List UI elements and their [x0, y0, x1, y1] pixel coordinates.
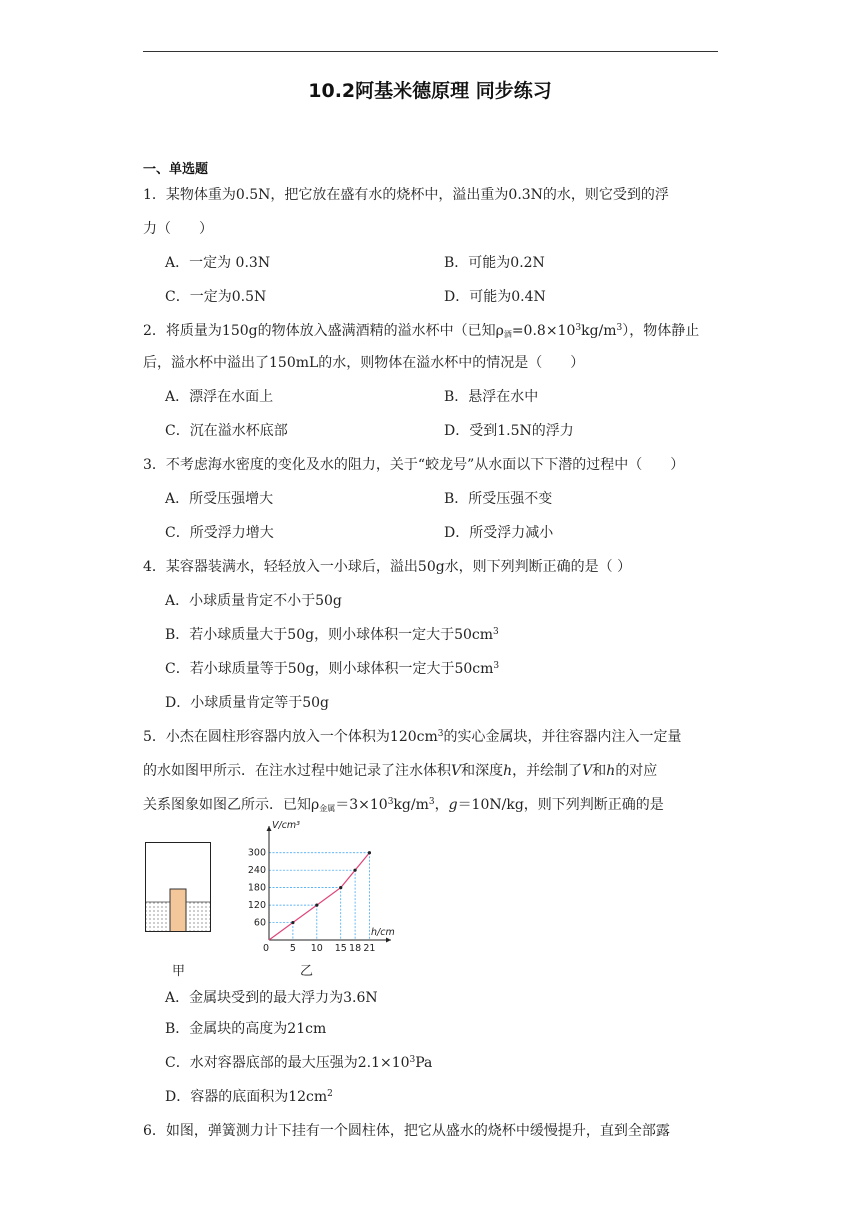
q5-stem-line2 [143, 761, 657, 781]
q5-var-h: h [606, 763, 616, 779]
q5-text: 的实心金属块，并往容器内注入一定量 [443, 729, 682, 745]
q5-option-d-text: D．容器的底面积为12cm [165, 1089, 328, 1105]
q5-subscript: 金属 [319, 804, 336, 813]
y-axis-label: V/cm³ [272, 820, 300, 831]
q1-option-b[interactable]: B．可能为0.2N [444, 255, 545, 271]
v-h-line [269, 853, 369, 940]
q2-text: =0.8×10 [511, 323, 576, 339]
x-tick-label: 21 [363, 943, 376, 954]
q5-text: ＝3×10 [335, 797, 388, 813]
figure-container-diagram [145, 842, 211, 932]
q5-superscript: 3 [387, 797, 394, 807]
data-point [315, 903, 318, 906]
page-title: 10.2阿基米德原理 同步练习 [308, 80, 552, 102]
q2-text: 2．将质量为150g的物体放入盛满酒精的溢水杯中（已知ρ [143, 323, 504, 339]
metal-block [170, 889, 186, 932]
q1-stem-line2: 力（ ） [143, 221, 213, 237]
q5-option-a[interactable]: A．金属块受到的最大浮力为3.6N [165, 990, 378, 1006]
q2-superscript: 3 [616, 323, 623, 333]
q5-text: 和 [592, 763, 607, 779]
x-tick-label: 18 [349, 943, 362, 954]
q2-option-a[interactable]: A．漂浮在水面上 [165, 389, 274, 405]
q1-stem-line1: 1．某物体重为0.5N，把它放在盛有水的烧杯中，溢出重为0.3N的水，则它受到的浮 [143, 187, 669, 203]
y-tick-label: 240 [247, 865, 266, 877]
x-tick-label: 0 [262, 943, 270, 954]
q2-subscript: 酒 [503, 330, 512, 339]
data-point [339, 886, 342, 889]
q3-option-d[interactable]: D．所受浮力减小 [444, 525, 554, 541]
q4-superscript: 3 [493, 627, 499, 637]
q4-stem-line1: 4．某容器装满水，轻轻放入一小球后，溢出50g水，则下列判断正确的是（ ） [143, 559, 632, 575]
q5-text: ， [434, 797, 449, 813]
q5-stem-line1 [143, 727, 681, 747]
q6-stem-line1: 6．如图，弹簧测力计下挂有一个圆柱体，把它从盛水的烧杯中缓慢提升，直到全部露 [143, 1123, 670, 1139]
y-axis-arrow [267, 826, 272, 831]
figure-b-label: 乙 [300, 964, 314, 979]
q4-option-b[interactable] [165, 625, 499, 645]
x-axis-arrow [386, 938, 391, 943]
q5-option-d[interactable] [165, 1087, 333, 1107]
q5-var-v: V [451, 763, 462, 779]
q4-option-c-text: C．若小球质量等于50g，则小球体积一定大于50cm [165, 661, 494, 677]
q4-option-b-text: B．若小球质量大于50g，则小球体积一定大于50cm [165, 627, 493, 643]
q2-stem-line1 [143, 321, 699, 341]
q4-option-d[interactable]: D．小球质量肯定等于50g [165, 695, 330, 711]
q5-superscript: 3 [437, 729, 444, 739]
data-point [353, 869, 356, 872]
q5-text: ＝10N/kg，则下列判断正确的是 [457, 797, 664, 813]
q4-option-a[interactable]: A．小球质量肯定不小于50g [165, 593, 342, 609]
q5-option-c-text: Pa [415, 1055, 433, 1071]
q5-text: 的对应 [615, 763, 658, 779]
q3-option-b[interactable]: B．所受压强不变 [444, 491, 553, 507]
q5-option-c[interactable] [165, 1053, 432, 1073]
q5-text: ，并绘制了 [512, 763, 583, 779]
q5-text: 5．小杰在圆柱形容器内放入一个体积为120cm [143, 729, 438, 745]
x-axis-label: h/cm [371, 927, 395, 938]
section-heading: 一、单选题 [143, 162, 209, 177]
q5-text: kg/m [393, 797, 429, 813]
x-tick-label: 10 [310, 943, 323, 954]
figure-a-label: 甲 [172, 964, 186, 979]
data-point [291, 921, 294, 924]
q5-text: 和深度 [461, 763, 504, 779]
q5-stem-line3 [143, 795, 664, 815]
x-tick-label: 5 [289, 943, 296, 954]
q1-option-a[interactable]: A．一定为 0.3N [165, 255, 271, 271]
q2-option-b[interactable]: B．悬浮在水中 [444, 389, 539, 405]
q5-text: 关系图象如图乙所示．已知ρ [143, 797, 320, 813]
q3-option-a[interactable]: A．所受压强增大 [165, 491, 274, 507]
q5-superscript: 3 [409, 1055, 416, 1065]
q5-option-c-text: C．水对容器底部的最大压强为2.1×10 [165, 1055, 410, 1071]
x-tick-label: 15 [334, 943, 347, 954]
q5-text: 的水如图甲所示．在注水过程中她记录了注水体积 [143, 763, 451, 779]
q5-var-g: g [448, 797, 458, 813]
y-tick-label: 60 [253, 917, 266, 929]
v-h-chart [245, 818, 395, 963]
q4-option-c[interactable] [165, 659, 499, 679]
y-tick-label: 180 [247, 882, 266, 894]
q2-option-c[interactable]: C．沉在溢水杯底部 [165, 423, 288, 439]
q3-option-c[interactable]: C．所受浮力增大 [165, 525, 274, 541]
q2-stem-line2: 后，溢水杯中溢出了150mL的水，则物体在溢水杯中的情况是（ ） [143, 355, 585, 371]
y-tick-label: 120 [247, 900, 266, 912]
q1-option-d[interactable]: D．可能为0.4N [444, 289, 546, 305]
q2-option-d[interactable]: D．受到1.5N的浮力 [444, 423, 574, 439]
q2-text: kg/m [581, 323, 617, 339]
q5-superscript: 3 [428, 797, 435, 807]
header-rule [143, 51, 718, 52]
q5-superscript: 2 [327, 1089, 333, 1099]
q2-text: ），物体静止 [622, 323, 700, 339]
q5-var-v: V [582, 763, 593, 779]
q4-superscript: 3 [493, 661, 500, 671]
q5-option-b[interactable]: B．金属块的高度为21cm [165, 1021, 327, 1037]
y-tick-label: 300 [247, 847, 266, 859]
q2-superscript: 3 [575, 323, 582, 333]
q3-stem-line1: 3．不考虑海水密度的变化及水的阻力，关于“蛟龙号”从水面以下下潜的过程中（ ） [143, 457, 685, 473]
data-point [368, 851, 371, 854]
q1-option-c[interactable]: C．一定为0.5N [165, 289, 267, 305]
q5-var-h: h [503, 763, 513, 779]
